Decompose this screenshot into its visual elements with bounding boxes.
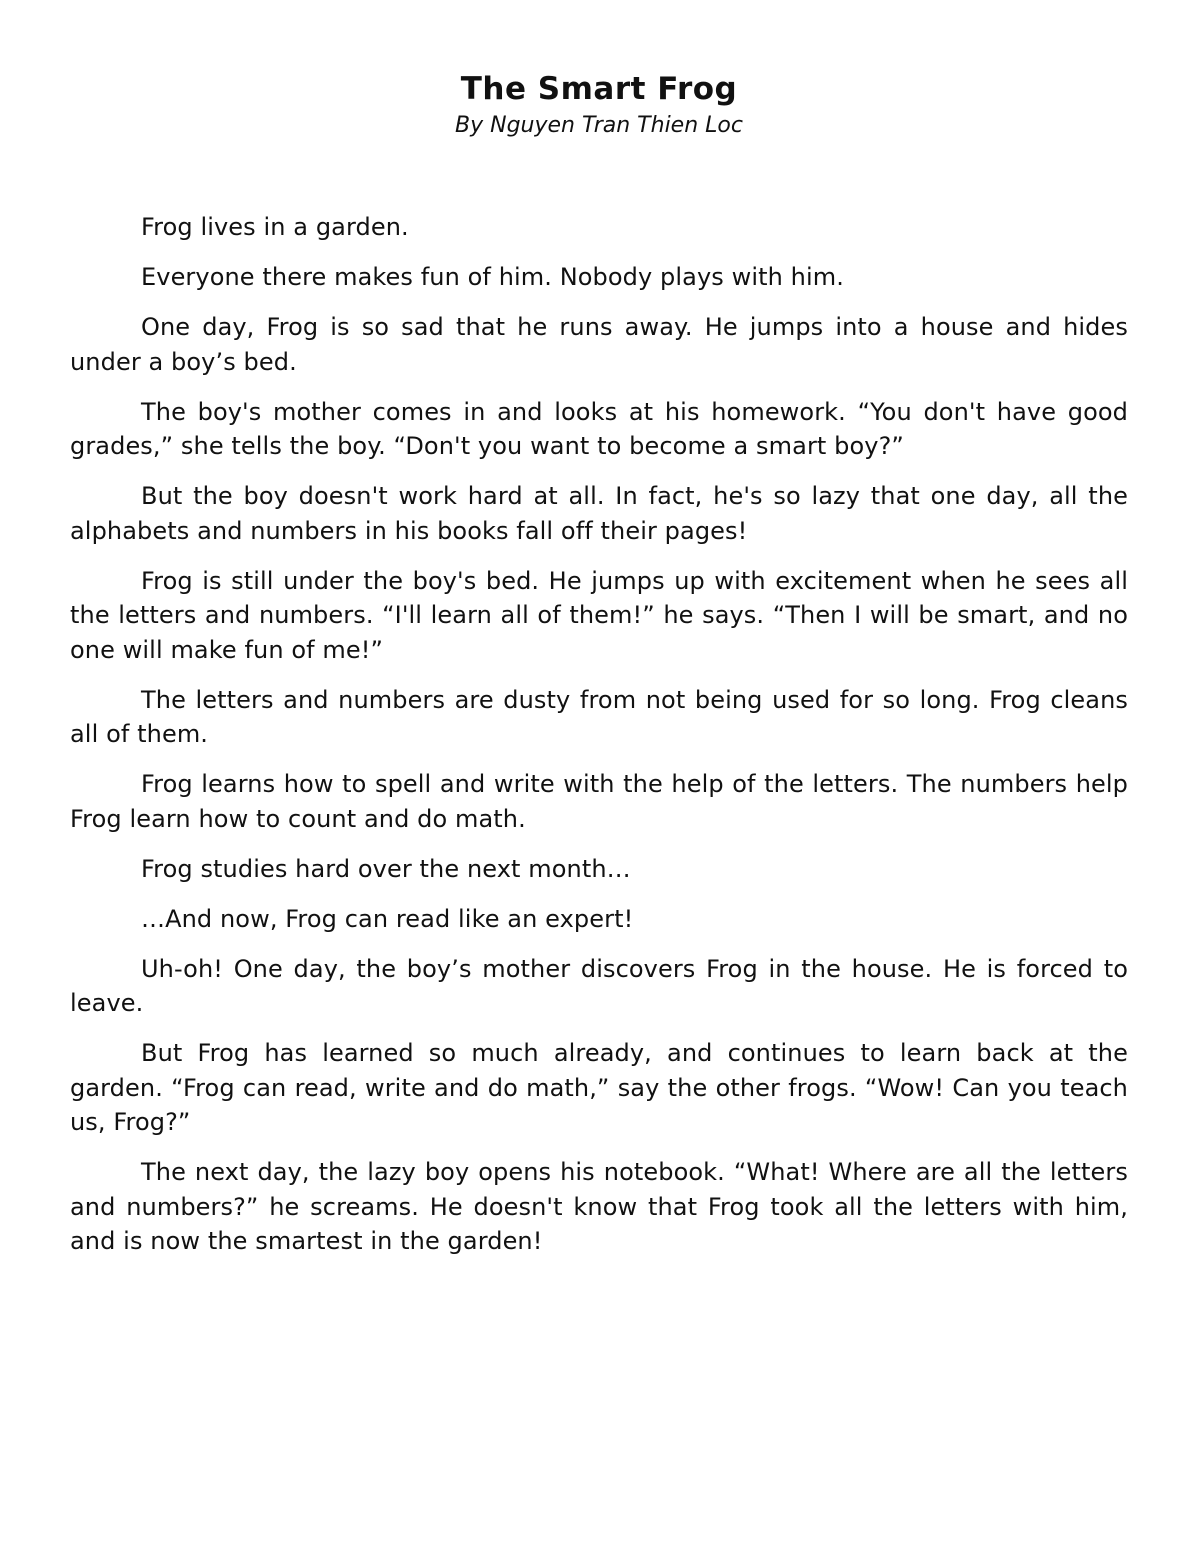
paragraph-7: The letters and numbers are dusty from not being used for so long. Frog cleans all of them. [70,685,1128,748]
document-author: By Nguyen Tran Thien Loc [455,113,743,138]
paragraph-6: Frog is still under the boy's bed. He jumps up with excitement when he sees all the letters and numbers. “I'll learn all of them!” he says. “Then I will be smart, and no one will make fun of me!” [70,566,1128,664]
paragraph-1: Frog lives in a garden. [141,213,409,241]
paragraph-5: But the boy doesn't work hard at all. In fact, he's so lazy that one day, all the alphabets and numbers in his books fall off their pages! [70,482,1128,545]
paragraph-2: Everyone there makes fun of him. Nobody plays with him. [141,263,844,291]
paragraph-13: The next day, the lazy boy opens his notebook. “What! Where are all the letters and numbers?” he screams. He doesn't know that Frog took all the letters with him, and is now the smartest in the garden! [70,1158,1128,1255]
document-page [70,66,1128,1274]
paragraph-12: But Frog has learned so much already, and continues to learn back at the garden. “Frog can read, write and do math,” say the other frogs. “Wow! Can you teach us, Frog?” [70,1039,1128,1136]
paragraph-4: The boy's mother comes in and looks at his homework. “You don't have good grades,” she tells the boy. “Don't you want to become a smart boy?” [70,397,1128,460]
paragraph-10: …And now, Frog can read like an expert! [141,904,634,933]
paragraph-3: One day, Frog is so sad that he runs away. He jumps into a house and hides under a boy’s bed. [70,313,1128,376]
paragraph-9: Frog studies hard over the next month… [141,854,631,883]
paragraph-11: Uh-oh! One day, the boy’s mother discovers Frog in the house. He is forced to leave. [70,954,1128,1017]
paragraph-8: Frog learns how to spell and write with the help of the letters. The numbers help Frog learn how to count and do math. [70,770,1128,833]
document-title: The Smart Frog [460,71,738,107]
